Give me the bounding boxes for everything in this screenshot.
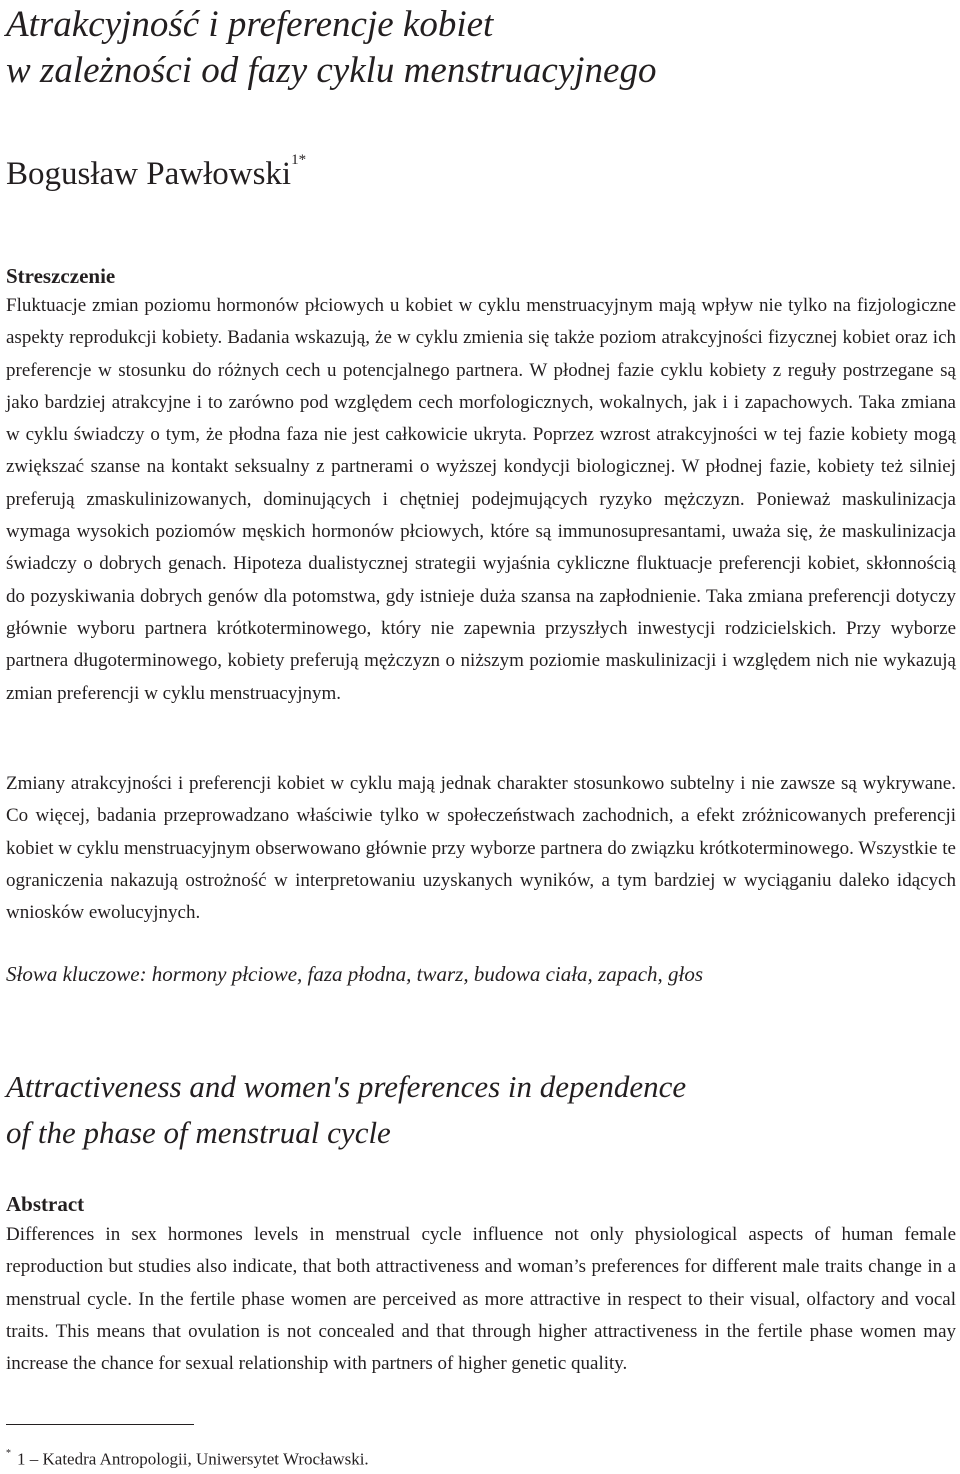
abstract-paragraph: Differences in sex hormones levels in menstrual cycle influence not only physiological aspects of human female reproduction but studies also indicate, that both attractiveness and woman’s preferences for different male traits change in a menstrual cycle. In the fertile phase women are perceived as more attractive in respect to their visual, olfactory and vocal traits. This means that ovulation is not concealed and that through higher attractiveness in the fertile phase women may increase the chance for sexual relationship with partners of higher genetic quality. [6,1224,956,1375]
article-title [6,2,956,94]
author-footnote-mark: 1* [291,152,307,168]
english-title-line2: of the phase of menstrual cycle [6,1115,391,1150]
abstract-heading: Abstract [6,1192,85,1216]
english-title-line1: Attractiveness and women's preferences in dependence [6,1069,687,1104]
keywords: Słowa kluczowe: hormony płciowe, faza płodna, twarz, budowa ciała, zapach, głos [6,962,704,986]
article-title-line2: w zależności od fazy cyklu menstruacyjnego [6,50,657,91]
footnote-mark: * [6,1448,11,1459]
streszczenie-paragraph-1: Fluktuacje zmian poziomu hormonów płciowych u kobiet w cyklu menstruacyjnym mają wpływ nie tylko na fizjologiczne aspekty reprodukcji kobiety. Badania wskazują, że w cyklu zmienia się także poziom atrakcyjności fizycznej kobiet oraz ich preferencje w stosunku do różnych cech u potencjalnego partnera. W płodnej fazie cyklu kobiety z reguły postrzegane są jako bardziej atrakcyjne i to zarówno pod względem cech morfologicznych, wokalnych, jak i i zapachowych. Taka zmiana w cyklu świadczy o tym, że płodna faza nie jest całkowicie ukryta. Poprzez wzrost atrakcyjności w tej fazie kobiety mogą zwiększać szanse na kontakt seksualny z partnerami o wyższej kondycji biologicznej. W płodnej fazie, kobiety też silniej preferują zmaskulinizowanych, dominujących i chętniej podejmujących ryzyko mężczyzn. Ponieważ maskulinizacja wymaga wysokich poziomów męskich hormonów płciowych, które są immunosupresantami, uważa się, że maskulinizacja świadczy o dobrych genach. Hipoteza dualistycznej strategii wyjaśnia cykliczne fluktuacje preferencji kobiet, skłonnością do pozyskiwania dobrych genów dla potomstwa, gdy istnieje duża szansa na zapłodnienie. Taka zmiana preferencji dotyczy głównie wyboru partnera krótkoterminowego, który nie zapewnia przyszłych inwestycji rodzicielskich. Przy wyborze partnera długoterminowego, kobiety preferują mężczyzn o niższym poziomie maskulinizacji i względem nich nie wykazują zmian preferencji w cyklu menstruacyjnym. [6,295,956,704]
streszczenie-heading: Streszczenie [6,264,116,288]
footnote-text: 1 – Katedra Antropologii, Uniwersytet Wrocławski. [17,1449,369,1469]
article-title-line1: Atrakcyjność i preferencje kobiet [6,4,494,45]
streszczenie-paragraph-2: Zmiany atrakcyjności i preferencji kobiet w cyklu mają jednak charakter stosunkowo subtelny i nie zawsze są wykrywane. Co więcej, badania przeprowadzano właściwie tylko w społeczeństwach zachodnich, a efekt zróżnicowanych preferencji kobiet w cyklu menstruacyjnym obserwowano głównie przy wyborze partnera do związku krótkoterminowego. Wszystkie te ograniczenia nakazują ostrożność w interpretowaniu uzyskanych wyników, a tym bardziej w wyciąganiu daleko idących wniosków ewolucyjnych. [6,773,956,924]
footnote [6,1444,369,1472]
author-name-text: Bogusław Pawłowski [6,156,292,192]
english-title [6,1064,956,1156]
footnote-divider [6,1424,194,1425]
author-name [6,146,306,196]
